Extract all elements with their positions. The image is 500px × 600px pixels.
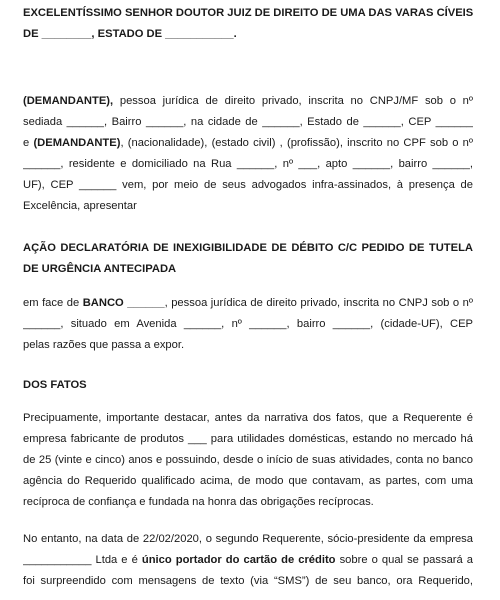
defendant-label: BANCO ______ (82, 297, 165, 309)
action-title (23, 238, 473, 280)
section-heading-facts-text: DOS FATOS (23, 379, 87, 391)
defendant-line-3: pelas razões que passa a expor. (23, 339, 185, 351)
defendant-line-1-prefix: em face de (23, 297, 83, 309)
defendant-line-1-text: , pessoa jurídica de direito privado, inscrita no CNPJ sob o nº (164, 297, 473, 309)
facts-p1-line-4: agência do Requerido qualificado acima, de modo que contavam, as partes, com uma (23, 475, 473, 487)
plaintiffs-line-5: UF), CEP ______ vem, por meio de seus advogados infra-assinados, à presença de (23, 179, 473, 191)
plaintiffs-line-1-text: pessoa jurídica de direito privado, inscrita no CNPJ/MF sob o nº (119, 95, 473, 107)
facts-p2-line-1: No entanto, na data de 22/02/2020, o segundo Requerente, sócio-presidente da empresa (23, 533, 473, 545)
court-address-line-2: DE ________, ESTADO DE ___________. (23, 28, 237, 40)
action-title-line-2: DE URGÊNCIA ANTECIPADA (23, 263, 177, 275)
facts-paragraph-2 (23, 529, 473, 592)
plaintiffs-line-3-prefix: e (23, 137, 34, 149)
plaintiffs-paragraph (23, 91, 473, 217)
court-address (23, 3, 473, 45)
plaintiffs-line-1 (23, 91, 473, 112)
plaintiffs-line-3 (23, 133, 473, 154)
defendant-paragraph (23, 293, 473, 356)
plaintiffs-line-3-text: , (nacionalidade), (estado civil) , (profissão), inscrito no CPF sob o nº (120, 137, 473, 149)
defendant-line-2: ______, situado em Avenida ______, nº ______, bairro ______, (cidade-UF), CEP (23, 318, 473, 330)
facts-p1-line-5: recíproca de confiança e fundada na honra das obrigações recíprocas. (23, 496, 374, 508)
plaintiff-2-label: (DEMANDANTE) (33, 137, 121, 149)
plaintiffs-line-4: ______, residente e domiciliado na Rua ______, nº ___, apto ______, bairro ______, (23, 158, 473, 170)
section-heading-facts (23, 375, 473, 396)
facts-p1-line-3: de 25 (vinte e cinco) anos e possuindo, desde o início de suas atividades, conta no banco (23, 454, 473, 466)
card-holder-emphasis: único portador do cartão de crédito (141, 554, 336, 566)
plaintiffs-line-6: Excelência, apresentar (23, 200, 137, 212)
facts-p2-line-2-prefix: ___________ Ltda e é (23, 554, 142, 566)
court-address-line-1: EXCELENTÍSSIMO SENHOR DOUTOR JUIZ DE DIREITO DE UMA DAS VARAS CÍVEIS (23, 7, 474, 19)
facts-p2-line-2 (23, 550, 473, 571)
facts-p2-line-3: foi surpreendido com mensagens de texto (via “SMS”) de seu banco, ora Requerido, (23, 575, 473, 587)
plaintiffs-line-2: sediada ______, Bairro ______, na cidade de ______, Estado de ______, CEP ______ (23, 116, 473, 128)
facts-p1-line-2: empresa fabricante de produtos ___ para utilidades domésticas, estando no mercado há (23, 433, 473, 445)
facts-p1-line-1: Precipuamente, importante destacar, antes da narrativa dos fatos, que a Requerente é (23, 412, 473, 424)
defendant-line-1 (23, 293, 473, 314)
plaintiff-1-label: (DEMANDANTE), (23, 95, 114, 107)
facts-p2-line-2-text: sobre o qual se passará a (339, 554, 473, 566)
action-title-line-1: AÇÃO DECLARATÓRIA DE INEXIGIBILIDADE DE DÉBITO C/C PEDIDO DE TUTELA (23, 242, 473, 254)
facts-paragraph-1 (23, 408, 473, 513)
